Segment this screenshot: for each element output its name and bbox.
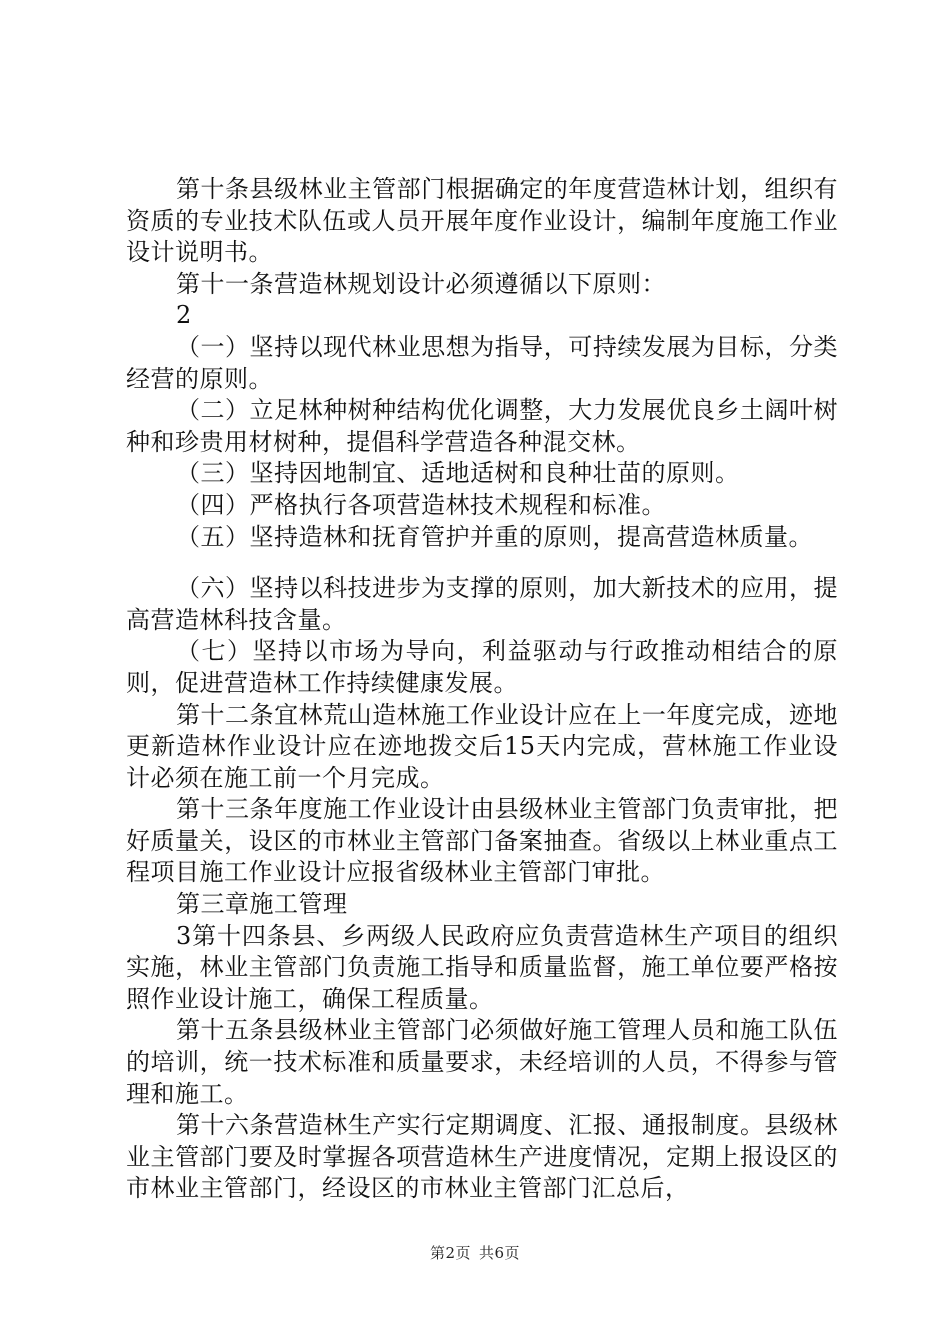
chapter-heading: 第三章施工管理: [176, 890, 348, 919]
paragraph-article-15: 第十五条县级林业主管部门必须做好施工管理人员和施工队伍的培训，统一技术标准和质量要求，未经培训的人员，不得参与管理和施工。: [126, 1016, 838, 1108]
page-total: 共6页: [479, 1244, 521, 1262]
principle-item-7: （七）坚持以市场为导向，利益驱动与行政推动相结合的原则，促进营造林工作持续健康发展。: [126, 637, 838, 697]
principle-item-6: （六）坚持以科技进步为支撑的原则，加大新技术的应用，提高营造林科技含量。: [126, 574, 838, 634]
paragraph-article-13: 第十三条年度施工作业设计由县级林业主管部门负责审批，把好质量关，设区的市林业主管部门备案抽查。省级以上林业重点工程项目施工作业设计应报省级林业主管部门审批。: [126, 795, 838, 887]
page-footer: [0, 1242, 950, 1263]
paragraph-article-12: 第十二条宜林荒山造林施工作业设计应在上一年度完成，迹地更新造林作业设计应在迹地拨交后15天内完成，营林施工作业设计必须在施工前一个月完成。: [126, 700, 838, 792]
principle-item-2: （二）立足林种树种结构优化调整，大力发展优良乡土阔叶树种和珍贵用材树种，提倡科学营造各种混交林。: [126, 396, 838, 456]
inline-page-marker: 2: [176, 301, 192, 330]
paragraph-article-14: 3第十四条县、乡两级人民政府应负责营造林生产项目的组织实施，林业主管部门负责施工指导和质量监督，施工单位要严格按照作业设计施工，确保工程质量。: [126, 921, 838, 1013]
document-body: [126, 174, 838, 1205]
principle-item-4: （四）严格执行各项营造林技术规程和标准。: [176, 490, 666, 519]
paragraph-article-11: 第十一条营造林规划设计必须遵循以下原则：: [176, 269, 666, 298]
page-number: 第2页: [429, 1244, 471, 1262]
principle-item-3: （三）坚持因地制宜、适地适树和良种壮苗的原则。: [176, 459, 740, 488]
paragraph-article-10: 第十条县级林业主管部门根据确定的年度营造林计划，组织有资质的专业技术队伍或人员开展年度作业设计，编制年度施工作业设计说明书。: [126, 175, 838, 267]
paragraph-gap: [126, 553, 838, 573]
principle-item-1: （一）坚持以现代林业思想为指导，可持续发展为目标，分类经营的原则。: [126, 332, 838, 393]
principle-item-5: （五）坚持造林和抚育管护并重的原则，提高营造林质量。: [176, 522, 813, 551]
paragraph-article-16: 第十六条营造林生产实行定期调度、汇报、通报制度。县级林业主管部门要及时掌握各项营造林生产进度情况，定期上报设区的市林业主管部门，经设区的市林业主管部门汇总后，: [126, 1111, 838, 1203]
